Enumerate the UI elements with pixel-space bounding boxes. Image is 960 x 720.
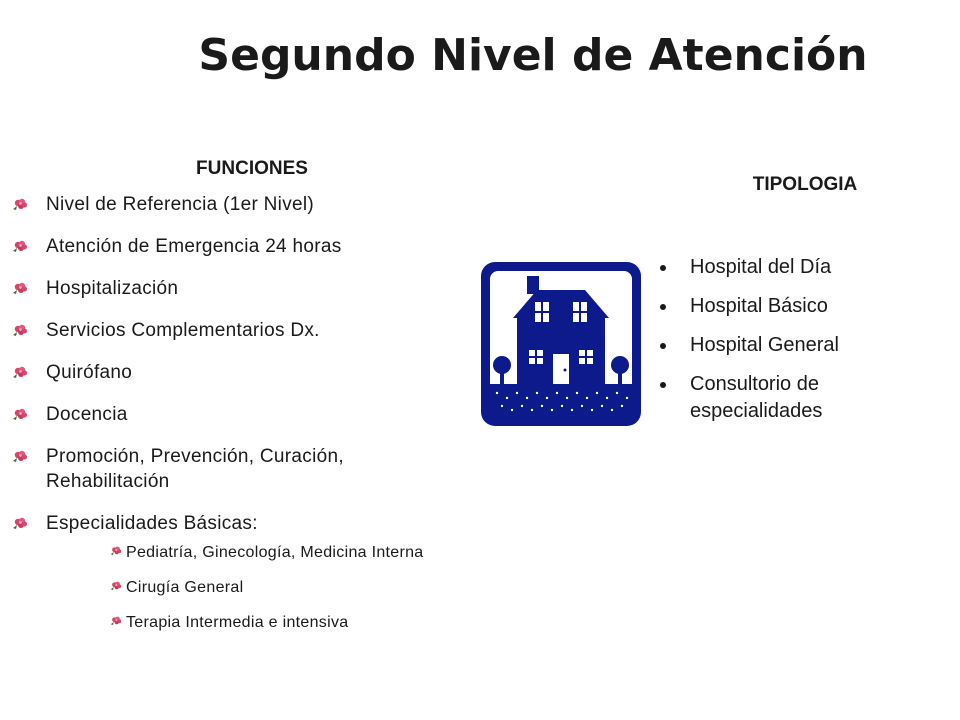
flower-bullet-icon	[12, 407, 28, 421]
list-item	[12, 402, 462, 427]
list-item	[12, 511, 462, 633]
sub-list-item-label: Cirugía General	[126, 579, 244, 596]
especialidades-sublist	[46, 542, 462, 633]
funciones-heading: FUNCIONES	[196, 158, 308, 179]
list-item	[12, 192, 462, 217]
flower-bullet-icon	[12, 239, 28, 253]
bullet-dot-icon	[660, 304, 666, 310]
sub-list-item	[110, 542, 462, 563]
list-item	[12, 360, 462, 385]
list-item-label: Hospital del Día	[690, 256, 832, 278]
sub-list-item-label: Terapia Intermedia e intensiva	[126, 614, 349, 631]
tipologia-heading: TIPOLOGIA	[752, 174, 858, 195]
bullet-dot-icon	[660, 343, 666, 349]
bullet-dot-icon	[660, 265, 666, 271]
house-icon	[481, 262, 641, 426]
list-item	[660, 293, 950, 320]
flower-bullet-icon	[12, 365, 28, 379]
slide-title: Segundo Nivel de Atención	[198, 30, 868, 81]
sub-list-item	[110, 577, 462, 598]
tipologia-list	[660, 254, 950, 425]
tipologia-section	[660, 174, 950, 437]
list-item-label: Consultorio de especialidades	[690, 373, 823, 422]
flower-bullet-icon	[110, 580, 122, 591]
list-item	[12, 234, 462, 259]
list-item-label: Promoción, Prevención, Curación, Rehabilitación	[46, 446, 344, 492]
list-item-label: Hospitalización	[46, 278, 179, 299]
list-item-label: Hospital Básico	[690, 295, 828, 317]
list-item-label: Quirófano	[46, 362, 133, 383]
flower-bullet-icon	[110, 615, 122, 626]
flower-bullet-icon	[12, 323, 28, 337]
bullet-dot-icon	[660, 382, 666, 388]
flower-bullet-icon	[110, 545, 122, 556]
list-item	[12, 318, 462, 343]
flower-bullet-icon	[12, 197, 28, 211]
list-item	[12, 276, 462, 301]
list-item-label: Docencia	[46, 404, 128, 425]
list-item	[660, 332, 950, 359]
list-item-label: Especialidades Básicas:	[46, 513, 258, 534]
flower-bullet-icon	[12, 516, 28, 530]
list-item-label: Atención de Emergencia 24 horas	[46, 236, 342, 257]
list-item	[660, 254, 950, 281]
list-item	[12, 444, 462, 494]
funciones-list	[12, 192, 462, 633]
sub-list-item-label: Pediatría, Ginecología, Medicina Interna	[126, 544, 424, 561]
list-item-label: Servicios Complementarios Dx.	[46, 320, 320, 341]
flower-bullet-icon	[12, 449, 28, 463]
list-item	[660, 371, 950, 425]
sub-list-item	[110, 612, 462, 633]
list-item-label: Nivel de Referencia (1er Nivel)	[46, 194, 315, 215]
list-item-label: Hospital General	[690, 334, 839, 356]
flower-bullet-icon	[12, 281, 28, 295]
funciones-section	[12, 158, 462, 650]
